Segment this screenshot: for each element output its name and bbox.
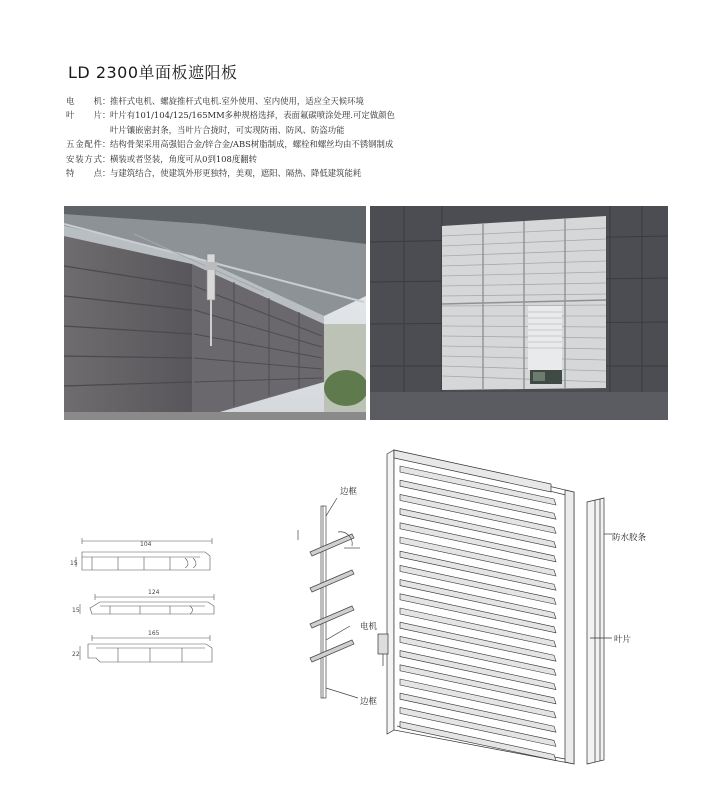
spec-row-blade: 叶 片： 叶片有101/104/125/165MM多种规格选择，表面氟碳喷涂处理.可定做颜色	[66, 108, 395, 122]
spec-label: 安装方式	[66, 153, 102, 164]
label-top-frame: 边框	[340, 487, 358, 497]
spec-row-blade-cont	[66, 123, 395, 137]
spec-label: 电 机	[66, 96, 102, 106]
spec-text: 叶片有101/104/125/165MM多种规格选择，表面氟碳喷涂处理.可定做颜色	[110, 110, 395, 121]
spec-text: 结构骨架采用高强铝合金/锌合金/ABS树脂制成，螺栓和螺丝均由不锈钢制成	[110, 139, 394, 150]
profile-104-height: 15	[70, 560, 78, 567]
spec-text: 横装或者竖装，角度可从0到108度翻转	[110, 153, 257, 164]
assembly-drawing	[378, 450, 612, 764]
label-seal-strip: 防水胶条	[612, 533, 647, 543]
spec-row-features: 特 点： 与建筑结合，使建筑外形更独特，美观，遮阳、隔热、降低建筑能耗	[66, 166, 395, 180]
spec-row-hardware: 五金配件： 结构骨架采用高强铝合金/锌合金/ABS树脂制成，螺栓和螺丝均由不锈钢制成	[66, 137, 395, 151]
installation-photo-panel	[370, 206, 668, 420]
spec-text: 与建筑结合，使建筑外形更独特，美观，遮阳、隔热、降低建筑能耗	[110, 168, 362, 179]
spec-row-motor: 电 机： 推杆式电机、螺旋推杆式电机.室外使用、室内使用，适应全天候环境	[66, 94, 395, 108]
profile-165	[80, 635, 212, 662]
spec-label: 特 点	[66, 168, 102, 179]
profile-165-height: 22	[72, 651, 80, 658]
section-drawing	[298, 498, 360, 698]
spec-text: 叶片镶嵌密封条，当叶片合拢时，可实现防雨、防风、防盗功能	[110, 124, 345, 135]
spec-label: 五金配件	[66, 139, 102, 150]
profile-124-dimension: 124	[148, 589, 160, 596]
profile-124	[80, 594, 214, 614]
label-bottom-frame: 边框	[360, 697, 378, 707]
spec-list	[66, 94, 395, 180]
spec-label: 叶 片	[66, 110, 102, 121]
page-title: LD 2300单面板遮阳板	[68, 63, 238, 82]
profile-165-dimension: 165	[148, 630, 160, 637]
label-blade: 叶片	[614, 635, 632, 645]
profile-104-dimension: 104	[140, 541, 152, 548]
installation-photo-facade	[64, 206, 366, 420]
spec-text: 推杆式电机、螺旋推杆式电机.室外使用、室内使用，适应全天候环境	[110, 96, 364, 106]
technical-drawings	[0, 430, 702, 792]
profile-124-height: 15	[72, 607, 80, 614]
label-motor: 电机	[360, 622, 378, 632]
spec-row-installation: 安装方式： 横装或者竖装，角度可从0到108度翻转	[66, 152, 395, 166]
